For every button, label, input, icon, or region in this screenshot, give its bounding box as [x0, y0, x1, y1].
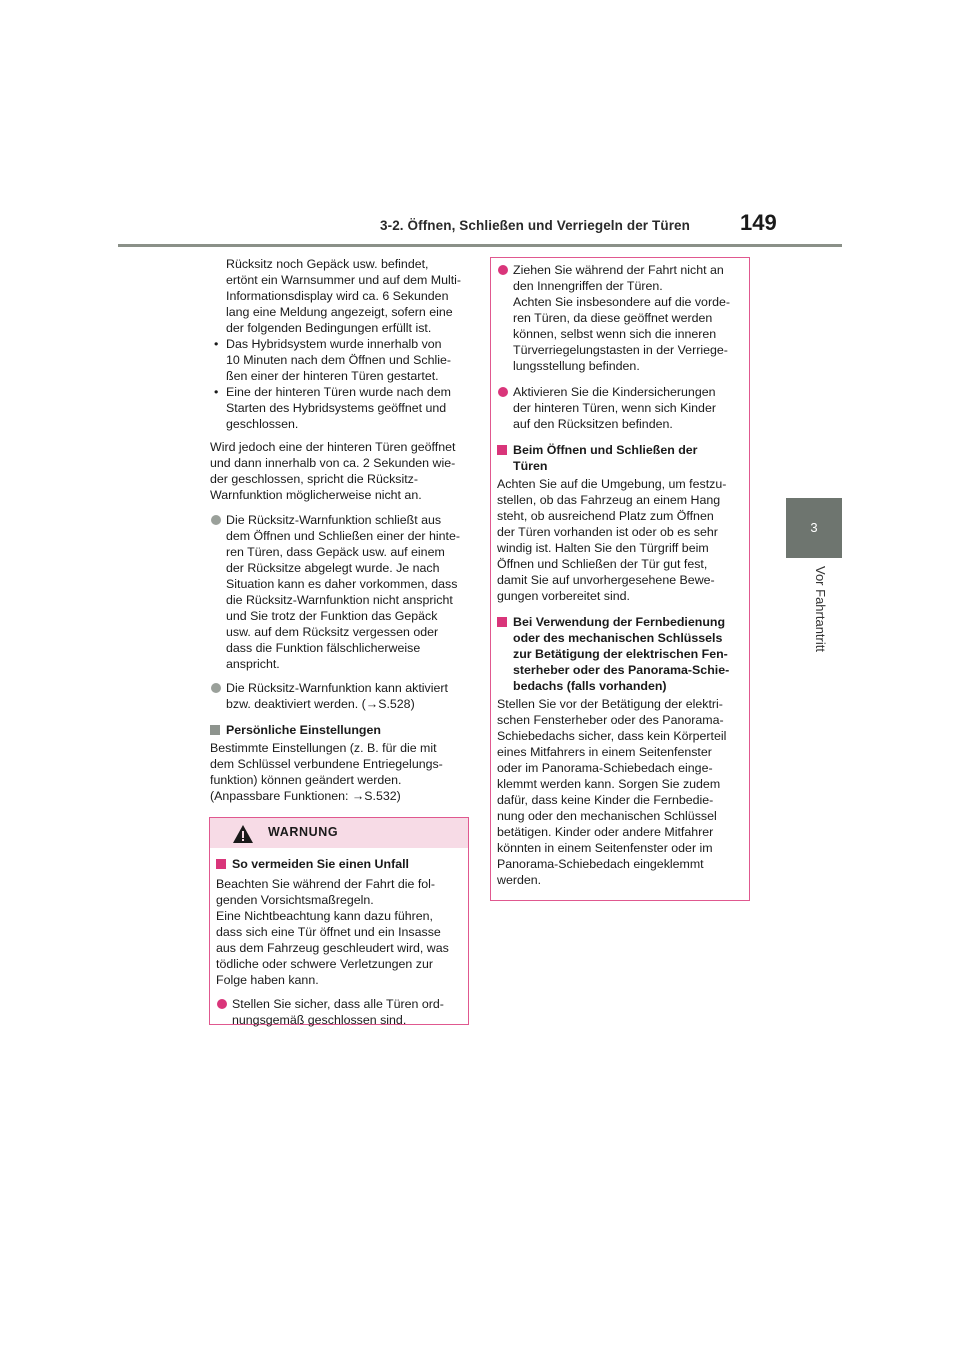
- section-heading: [210, 722, 466, 738]
- text-line: der Rücksitze abgelegt wurde. Je nach: [226, 561, 440, 575]
- text-line: dass die Funktion fälschlicherweise: [226, 641, 421, 655]
- text-line: nungsgemäß geschlossen sind.: [232, 1013, 407, 1027]
- square-bullet-icon: [210, 725, 220, 735]
- right-warning-continuation-box: [490, 257, 750, 901]
- header-rule: [118, 244, 842, 247]
- page-number: 149: [740, 210, 777, 235]
- text-line: der hinteren Türen, wenn sich Kinder: [513, 401, 716, 415]
- text-line: den Innengriffen der Türen.: [513, 279, 663, 293]
- square-bullet-icon: [497, 445, 507, 455]
- text-line: oder des mechanischen Schlüssels: [513, 631, 723, 645]
- paragraph: [497, 696, 743, 888]
- circle-bullet-icon: [211, 683, 221, 693]
- text-line: sterheber oder des Panorama-Schie-: [513, 663, 730, 677]
- text-line: und Sie trotz der Funktion das Gepäck: [226, 609, 438, 623]
- text-line: oder im Panorama-Schiebedach einge-: [497, 761, 713, 775]
- text-line: usw. auf dem Rücksitz vergessen oder: [226, 625, 439, 639]
- text-line: 10 Minuten nach dem Öffnen und Schlie-: [226, 353, 452, 367]
- text-line: dass sich eine Tür öffnet und ein Insasse: [216, 925, 441, 939]
- text-line: Die Rücksitz-Warnfunktion schließt aus: [226, 513, 442, 527]
- warning-triangle-icon: [232, 824, 254, 844]
- warning-paragraph: [216, 876, 462, 988]
- text-line: betätigen. Kinder oder andere Mitfahrer: [497, 825, 714, 839]
- text-line: Schiebedachs sicher, dass kein Körperteil: [497, 729, 727, 743]
- circle-bullet-icon: [217, 999, 227, 1009]
- text-line: Die Rücksitz-Warnfunktion kann aktiviert: [226, 681, 448, 695]
- text-line: ren Türen, da diese geöffnet werden: [513, 311, 713, 325]
- text-line: Rücksitz noch Gepäck usw. befindet,: [226, 257, 429, 271]
- text-line: lang eine Meldung angezeigt, sofern eine: [226, 305, 453, 319]
- text-line: ertönt ein Warnsummer und auf dem Multi-: [226, 273, 462, 287]
- text-line: damit Sie auf unvorhergesehene Bewe-: [497, 573, 715, 587]
- text-line: Informationsdisplay wird ca. 6 Sekunden: [226, 289, 449, 303]
- paragraph: [497, 476, 743, 604]
- text-line: der geschlossen, spricht die Rücksitz-: [210, 472, 418, 486]
- text-line: Stellen Sie vor der Betätigung der elektri-: [497, 697, 723, 711]
- warning-heading-text: So vermeiden Sie einen Unfall: [232, 857, 409, 871]
- text-line: der folgenden Bedingungen erfüllt ist.: [226, 321, 432, 335]
- text-line: auf den Rücksitzen befinden.: [513, 417, 673, 431]
- text-line: ßen einer der hinteren Türen gestartet.: [226, 369, 439, 383]
- text-line: Bestimmte Einstellungen (z. B. für die mit: [210, 741, 437, 755]
- dot-item: [497, 262, 743, 374]
- text-line: könnten in einem Seitenfenster oder im: [497, 841, 713, 855]
- text-line: werden.: [497, 873, 542, 887]
- left-column: [210, 256, 466, 804]
- text-line: Situation kann es daher vorkommen, dass: [226, 577, 458, 591]
- text-line: Öffnen und Schließen der Tür gut fest,: [497, 557, 708, 571]
- paragraph: [210, 439, 466, 503]
- section-header-title: 3-2. Öffnen, Schließen und Verriegeln der Türen: [380, 218, 691, 233]
- text-line: eines Mitfahrers in einem Seitenfenster: [497, 745, 712, 759]
- text-line: Bei Verwendung der Fernbedienung: [513, 615, 726, 629]
- chapter-tab: 3: [786, 498, 842, 558]
- text-line: dem Schlüssel verbundene Entriegelungs-: [210, 757, 443, 771]
- text-line: Folge haben kann.: [216, 973, 319, 987]
- dot-item: [210, 680, 466, 712]
- text-line: Türen: [513, 459, 548, 473]
- text-line: Achten Sie auf die Umgebung, um festzu-: [497, 477, 727, 491]
- text-line: funktion) können geändert werden.: [210, 773, 402, 787]
- bullet-marker: •: [214, 337, 219, 351]
- text-line: gungen vorbereitet sind.: [497, 589, 630, 603]
- warning-heading: [216, 856, 462, 872]
- dot-item: [210, 512, 466, 672]
- warning-box: [209, 817, 469, 1025]
- bullet-marker: •: [214, 385, 219, 399]
- text-line: Eine der hinteren Türen wurde nach dem: [226, 385, 452, 399]
- text-line: stellen, ob das Fahrzeug an einem Hang: [497, 493, 721, 507]
- text-line: geschlossen.: [226, 417, 299, 431]
- bullet-item: [210, 384, 466, 432]
- circle-bullet-icon: [211, 515, 221, 525]
- text-line: können, selbst wenn sich die inneren: [513, 327, 717, 341]
- text-line: Ziehen Sie während der Fahrt nicht an: [513, 263, 724, 277]
- text-line: Eine Nichtbeachtung kann dazu führen,: [216, 909, 433, 923]
- text-line: klemmt werden kann. Sorgen Sie zudem: [497, 777, 721, 791]
- text-line: schen Fensterheber oder des Panorama-: [497, 713, 724, 727]
- warning-body: [210, 848, 468, 1028]
- dot-item: [497, 384, 743, 432]
- text-line: Türverriegelungstasten in der Verriege-: [513, 343, 728, 357]
- warning-header: [210, 818, 468, 848]
- text-line: bzw. deaktiviert werden. (→S.528): [226, 697, 415, 711]
- text-line: windig ist. Halten Sie den Türgriff beim: [497, 541, 709, 555]
- intro-text: [210, 256, 466, 336]
- text-line: Aktivieren Sie die Kindersicherungen: [513, 385, 716, 399]
- warning-dot-item: [216, 996, 462, 1028]
- text-line: zur Betätigung der elektrischen Fen-: [513, 647, 728, 661]
- text-line: anspricht.: [226, 657, 280, 671]
- text-line: Panorama-Schiebedach eingeklemmt: [497, 857, 704, 871]
- text-line: bedachs (falls vorhanden): [513, 679, 667, 693]
- section-heading: [497, 614, 743, 694]
- section-paragraph: [210, 740, 466, 804]
- text-line: und dann innerhalb von ca. 2 Sekunden wie-: [210, 456, 456, 470]
- text-line: Achten Sie insbesondere auf die vorde-: [513, 295, 730, 309]
- text-line: aus dem Fahrzeug geschleudert wird, was: [216, 941, 449, 955]
- square-bullet-icon: [497, 617, 507, 627]
- text-line: steht, ob ausreichend Platz zum Öffnen: [497, 509, 714, 523]
- text-line: genden Vorsichtsmaßregeln.: [216, 893, 374, 907]
- text-line: Beachten Sie während der Fahrt die fol-: [216, 877, 436, 891]
- text-line: der Türen vorhanden ist oder ob es sehr: [497, 525, 718, 539]
- section-heading-text: Persönliche Einstellungen: [226, 723, 381, 737]
- text-line: Beim Öffnen und Schließen der: [513, 443, 698, 457]
- section-heading: [497, 442, 743, 474]
- text-line: (Anpassbare Funktionen: →S.532): [210, 789, 401, 803]
- circle-bullet-icon: [498, 265, 508, 275]
- text-line: lungsstellung befinden.: [513, 359, 640, 373]
- text-line: tödliche oder schwere Verletzungen zur: [216, 957, 433, 971]
- text-line: ren Türen, dass Gepäck usw. auf einem: [226, 545, 445, 559]
- text-line: dafür, dass keine Kinder die Fernbedie-: [497, 793, 714, 807]
- text-line: die Rücksitz-Warnfunktion nicht anspricht: [226, 593, 453, 607]
- circle-bullet-icon: [498, 387, 508, 397]
- chapter-title-wrap: [786, 558, 842, 708]
- square-bullet-icon: [216, 859, 226, 869]
- text-line: Das Hybridsystem wurde innerhalb von: [226, 337, 442, 351]
- text-line: dem Öffnen und Schließen einer der hinte-: [226, 529, 460, 543]
- text-line: Wird jedoch eine der hinteren Türen geöffnet: [210, 440, 456, 454]
- text-line: Starten des Hybridsystems geöffnet und: [226, 401, 447, 415]
- text-line: Stellen Sie sicher, dass alle Türen ord-: [232, 997, 444, 1011]
- warning-title: WARNUNG: [268, 825, 339, 839]
- text-line: Warnfunktion möglicherweise nicht an.: [210, 488, 422, 502]
- text-line: nung oder den mechanischen Schlüssel: [497, 809, 717, 823]
- bullet-item: [210, 336, 466, 384]
- chapter-title: Vor Fahrtantritt: [813, 566, 828, 652]
